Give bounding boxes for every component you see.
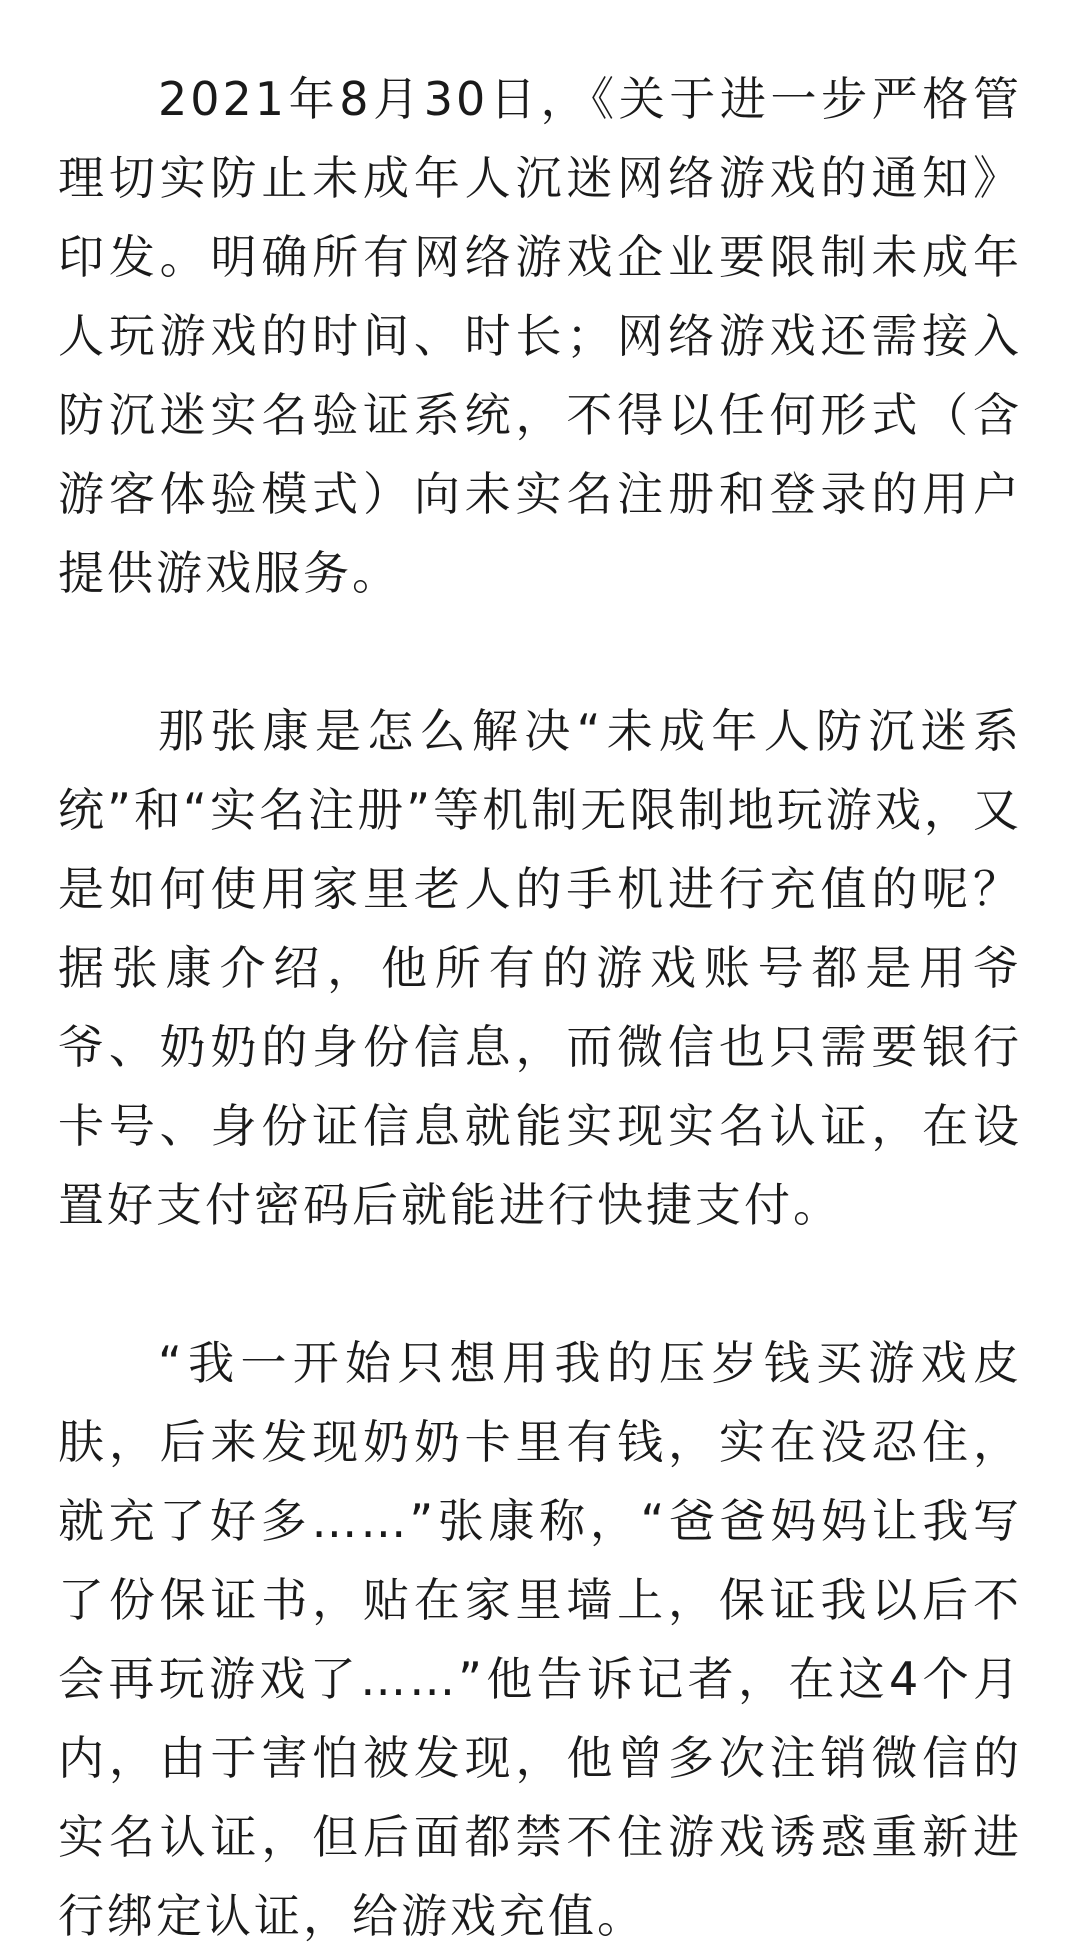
article-body — [58, 60, 1022, 1956]
paragraph-zhang-kang-quote: “我一开始只想用我的压岁钱买游戏皮肤，后来发现奶奶卡里有钱，实在没忍住，就充了好多……”张康称，“爸爸妈妈让我写了份保证书，贴在家里墙上，保证我以后不会再玩游戏了……”他告诉记者，在这4个月内，由于害怕被发现，他曾多次注销微信的实名认证，但后面都禁不住游戏诱惑重新进行绑定认证，给游戏充值。 — [58, 1336, 1022, 1943]
paragraph-real-name-workaround: 那张康是怎么解决“未成年人防沉迷系统”和“实名注册”等机制无限制地玩游戏，又是如何使用家里老人的手机进行充值的呢？据张康介绍，他所有的游戏账号都是用爷爷、奶奶的身份信息，而微信也只需要银行卡号、身份证信息就能实现实名认证，在设置好支付密码后就能进行快捷支付。 — [58, 704, 1022, 1232]
paragraph-regulation-notice: 2021年8月30日，《关于进一步严格管理切实防止未成年人沉迷网络游戏的通知》印发。明确所有网络游戏企业要限制未成年人玩游戏的时间、时长；网络游戏还需接入防沉迷实名验证系统，不得以任何形式（含游客体验模式）向未实名注册和登录的用户提供游戏服务。 — [58, 72, 1022, 600]
